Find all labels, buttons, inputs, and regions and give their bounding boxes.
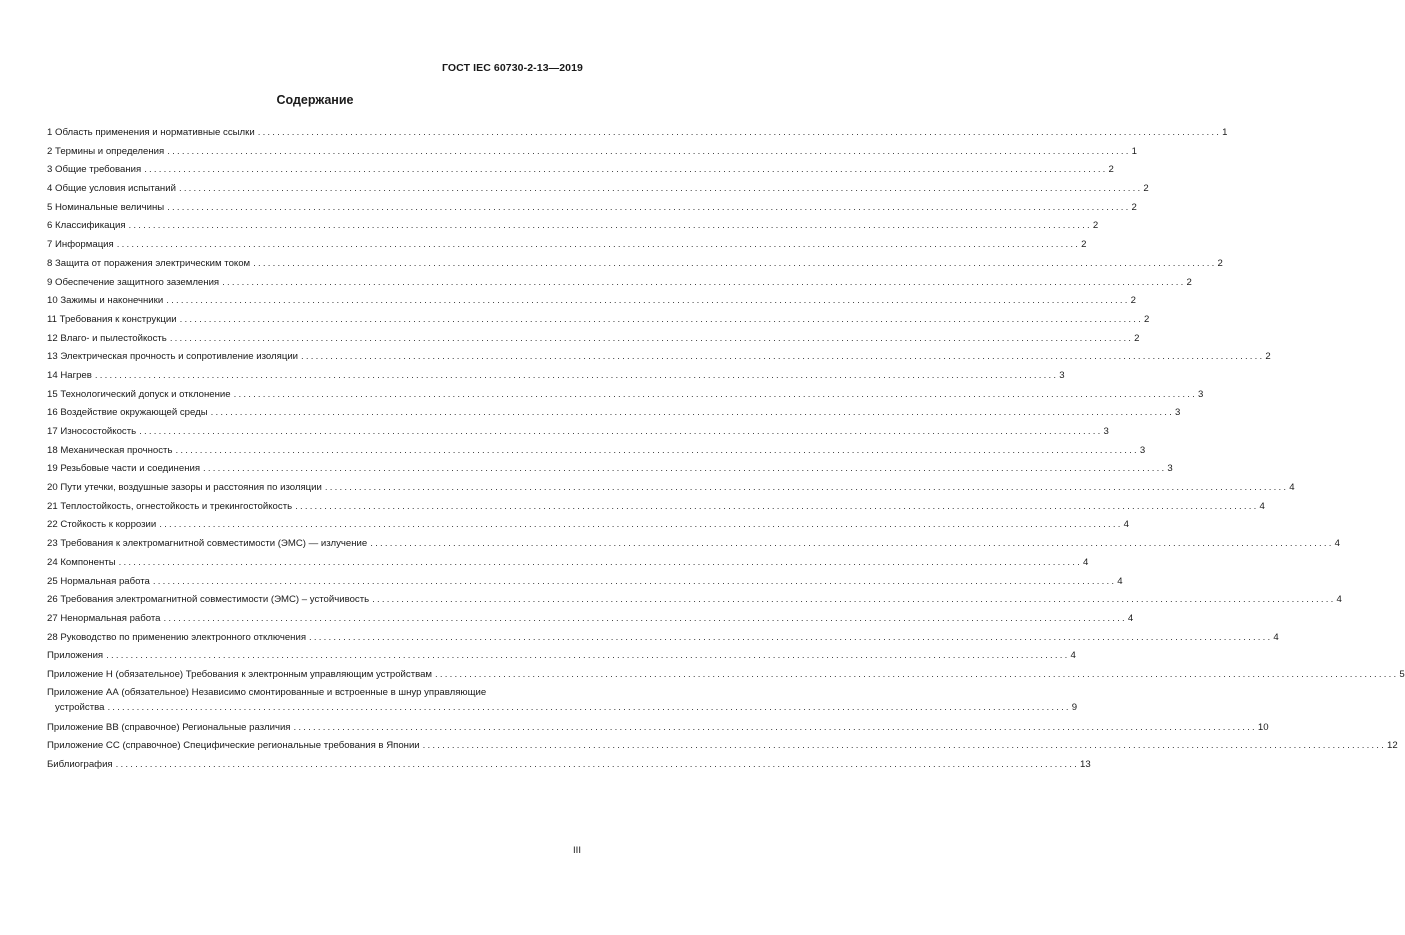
toc-entry[interactable]	[47, 367, 1065, 386]
toc-entry-page: 2	[1092, 220, 1099, 232]
toc-leader-dots: ......................................................................................................................................................................................................	[166, 295, 1130, 307]
toc-entry-page: 9	[1071, 701, 1078, 713]
toc-entry-label: 6 Классификация	[47, 220, 126, 232]
toc-entry-annex-aa[interactable]	[47, 685, 577, 700]
toc-entry[interactable]	[47, 311, 1150, 330]
toc-entry-label: 5 Номинальные величины	[47, 201, 165, 213]
toc-entry-page: 2	[1131, 201, 1137, 213]
toc-entry-page: 4	[1127, 612, 1134, 624]
toc-entry-page: 2	[1143, 313, 1150, 325]
toc-entry-page: 2	[1143, 183, 1149, 195]
toc-entry-page: 3	[1103, 426, 1109, 437]
page-number: III	[573, 845, 581, 856]
toc-leader-dots: ......................................................................................................................................................................................................	[372, 594, 1336, 606]
toc-entry-page: 4	[1289, 482, 1295, 494]
toc-leader-dots: ......................................................................................................................................................................................................	[118, 556, 1082, 568]
toc-leader-dots: ......................................................................................................................................................................................................	[115, 759, 1079, 770]
toc-entry-page: 3	[1174, 407, 1181, 419]
toc-leader-dots: ......................................................................................................................................................................................................	[116, 239, 1081, 251]
toc-leader-dots: ......................................................................................................................................................................................................	[167, 201, 1131, 213]
toc-entry-label: 28 Руководство по применению электронного отключения	[47, 631, 307, 643]
toc-entry[interactable]	[47, 719, 1269, 738]
toc-leader-dots: ......................................................................................................................................................................................................	[435, 668, 1399, 680]
toc-entry-page: 10	[1257, 721, 1269, 733]
toc-leader-dots: ......................................................................................................................................................................................................	[422, 740, 1387, 752]
toc-leader-dots: ......................................................................................................................................................................................................	[128, 220, 1092, 232]
toc-entry-page: 2	[1186, 276, 1192, 288]
toc-entry[interactable]	[47, 554, 1089, 573]
toc-entry-page: 2	[1217, 257, 1223, 269]
toc-leader-dots: ......................................................................................................................................................................................................	[169, 332, 1134, 344]
toc-entry-label: 27 Ненормальная работа	[47, 612, 161, 624]
toc-entry[interactable]	[47, 330, 1140, 349]
toc-leader-dots: ......................................................................................................................................................................................................	[144, 164, 1108, 176]
toc-entry-page: 2	[1081, 239, 1087, 251]
toc-entry-label: Приложение Н (обязательное) Требования к электронным управляющим устройствам	[47, 668, 433, 680]
toc-entry-label: 16 Воздействие окружающей среды	[47, 407, 208, 419]
toc-entry-label: 8 Защита от поражения электрическим током	[47, 257, 251, 269]
toc-entry[interactable]	[47, 629, 1279, 648]
toc-entry-label: 15 Технологический допуск и отклонение	[47, 388, 231, 400]
toc-entry-label: 18 Механическая прочность	[47, 444, 173, 456]
toc-entry-label: 9 Обеспечение защитного заземления	[47, 276, 220, 288]
toc-leader-dots: ......................................................................................................................................................................................................	[175, 444, 1139, 456]
toc-entry[interactable]	[47, 610, 1134, 629]
toc-entry[interactable]	[47, 666, 1405, 685]
toc-entry[interactable]	[47, 498, 1265, 517]
toc-entry[interactable]	[47, 274, 1192, 293]
toc-entry-page: 4	[1334, 538, 1340, 550]
toc-entry-page: 4	[1117, 575, 1123, 587]
toc-entry-label: 25 Нормальная работа	[47, 575, 150, 587]
toc-entry-label: 1 Область применения и нормативные ссылки	[47, 127, 255, 138]
toc-entry-label: 7 Информация	[47, 239, 114, 251]
toc-leader-dots: ......................................................................................................................................................................................................	[301, 351, 1265, 363]
toc-entry-page: 1	[1131, 145, 1137, 157]
toc-entry-page: 12	[1387, 740, 1398, 752]
toc-entry-page: 2	[1130, 295, 1136, 307]
toc-entry[interactable]	[47, 423, 1109, 442]
toc-entry-label: Приложение АА (обязательное) Независимо смонтированные и встроенные в шнур управляющие	[47, 686, 487, 698]
toc-entry[interactable]	[47, 756, 1091, 775]
toc-entry[interactable]	[47, 236, 1087, 255]
toc-entry-label: 21 Теплостойкость, огнестойкость и трекингостойкость	[47, 500, 293, 512]
toc-leader-dots: ......................................................................................................................................................................................................	[309, 631, 1273, 643]
toc-entry[interactable]	[47, 217, 1099, 236]
toc-entry[interactable]	[47, 535, 1340, 554]
toc-entry[interactable]	[47, 292, 1136, 311]
toc-entry-annex-aa-continued[interactable]	[47, 700, 1078, 719]
toc-leader-dots: ......................................................................................................................................................................................................	[167, 145, 1131, 157]
toc-entry-label: 14 Нагрев	[47, 369, 92, 381]
toc-leader-dots: ......................................................................................................................................................................................................	[203, 463, 1167, 475]
toc-entry-page: 3	[1197, 388, 1204, 400]
toc-leader-dots: ......................................................................................................................................................................................................	[210, 407, 1174, 419]
toc-entry[interactable]	[47, 161, 1114, 180]
toc-leader-dots: ......................................................................................................................................................................................................	[253, 257, 1217, 269]
toc-entry-page: 2	[1265, 351, 1271, 363]
toc-entry-page: 2	[1108, 164, 1114, 176]
toc-entry[interactable]	[47, 647, 1076, 666]
toc-entry[interactable]	[47, 737, 1398, 756]
toc-leader-dots: ......................................................................................................................................................................................................	[293, 721, 1257, 733]
toc-entry[interactable]	[47, 591, 1342, 610]
toc-entry-label: 4 Общие условия испытаний	[47, 183, 176, 195]
toc-entry[interactable]	[47, 124, 1228, 143]
toc-entry[interactable]	[47, 573, 1123, 592]
toc-entry-label: 20 Пути утечки, воздушные зазоры и расстояния по изоляции	[47, 482, 322, 494]
toc-entry-page: 3	[1139, 444, 1146, 456]
toc-entry-label: Приложение ВВ (справочное) Региональные различия	[47, 721, 291, 733]
toc-entry-page: 13	[1080, 759, 1091, 770]
toc-entry-page: 4	[1070, 650, 1076, 662]
toc-leader-dots: ......................................................................................................................................................................................................	[152, 575, 1117, 587]
toc-entry-page: 3	[1059, 369, 1065, 381]
toc-entry-page: 5	[1399, 668, 1405, 680]
toc-entry-page: 4	[1259, 500, 1265, 512]
toc-leader-dots: ......................................................................................................................................................................................................	[178, 183, 1143, 195]
toc-entry[interactable]	[47, 442, 1146, 461]
table-of-contents	[47, 124, 1405, 775]
toc-leader-dots: ......................................................................................................................................................................................................	[324, 482, 1289, 494]
toc-entry[interactable]	[47, 180, 1149, 199]
toc-entry[interactable]	[47, 404, 1181, 423]
toc-entry-label: 19 Резьбовые части и соединения	[47, 463, 201, 475]
toc-entry-label: 17 Износостойкость	[47, 426, 137, 437]
standard-code: ГОСТ IEC 60730-2-13—2019	[441, 62, 583, 74]
toc-entry-label: 11 Требования к конструкции	[47, 313, 177, 325]
toc-leader-dots: ......................................................................................................................................................................................................	[295, 500, 1259, 512]
toc-entry-page: 4	[1273, 631, 1279, 643]
toc-entry-label: Приложение СС (справочное) Специфические региональные требования в Японии	[47, 740, 420, 752]
toc-entry-page: 1	[1222, 127, 1228, 138]
toc-leader-dots: ......................................................................................................................................................................................................	[370, 538, 1334, 550]
toc-entry-page: 4	[1336, 594, 1342, 606]
toc-leader-dots: ......................................................................................................................................................................................................	[139, 426, 1103, 437]
toc-entry-label: 22 Стойкость к коррозии	[47, 519, 157, 531]
toc-entry-label: 12 Влаго- и пылестойкость	[47, 332, 167, 344]
toc-entry-label: 23 Требования к электромагнитной совместимости (ЭМС) — излучение	[47, 538, 368, 550]
toc-entry[interactable]	[47, 348, 1271, 367]
toc-leader-dots: ......................................................................................................................................................................................................	[222, 276, 1186, 288]
toc-entry-page: 3	[1167, 463, 1173, 475]
toc-entry-label: 26 Требования электромагнитной совместимости (ЭМС) – устойчивость	[47, 594, 370, 606]
toc-entry[interactable]	[47, 516, 1129, 535]
toc-leader-dots: ......................................................................................................................................................................................................	[233, 388, 1197, 400]
toc-entry-page: 2	[1134, 332, 1140, 344]
toc-entry-page: 4	[1123, 519, 1129, 531]
toc-leader-dots: ......................................................................................................................................................................................................	[107, 701, 1071, 713]
toc-entry-label: устройства	[55, 701, 105, 713]
toc-entry[interactable]	[47, 199, 1137, 218]
toc-entry-label: 13 Электрическая прочность и сопротивление изоляции	[47, 351, 299, 363]
toc-entry[interactable]	[47, 143, 1137, 162]
toc-entry[interactable]	[47, 255, 1223, 274]
toc-leader-dots: ......................................................................................................................................................................................................	[159, 519, 1123, 531]
toc-entry[interactable]	[47, 479, 1295, 498]
toc-entry-label: Библиография	[47, 759, 113, 770]
toc-entry-label: 24 Компоненты	[47, 556, 116, 568]
toc-leader-dots: ......................................................................................................................................................................................................	[257, 127, 1222, 138]
toc-entry-label: 3 Общие требования	[47, 164, 142, 176]
toc-entry-label: 2 Термины и определения	[47, 145, 165, 157]
toc-leader-dots: ......................................................................................................................................................................................................	[163, 612, 1127, 624]
toc-entry-page: 4	[1082, 556, 1089, 568]
toc-entry[interactable]	[47, 460, 1173, 479]
toc-leader-dots: ......................................................................................................................................................................................................	[179, 313, 1143, 325]
toc-entry[interactable]	[47, 386, 1204, 405]
toc-leader-dots: ......................................................................................................................................................................................................	[94, 369, 1059, 381]
toc-entry-label: 10 Зажимы и наконечники	[47, 295, 164, 307]
page-title: Содержание	[276, 93, 354, 107]
toc-entry-label: Приложения	[47, 650, 104, 662]
toc-leader-dots: ......................................................................................................................................................................................................	[106, 650, 1070, 662]
